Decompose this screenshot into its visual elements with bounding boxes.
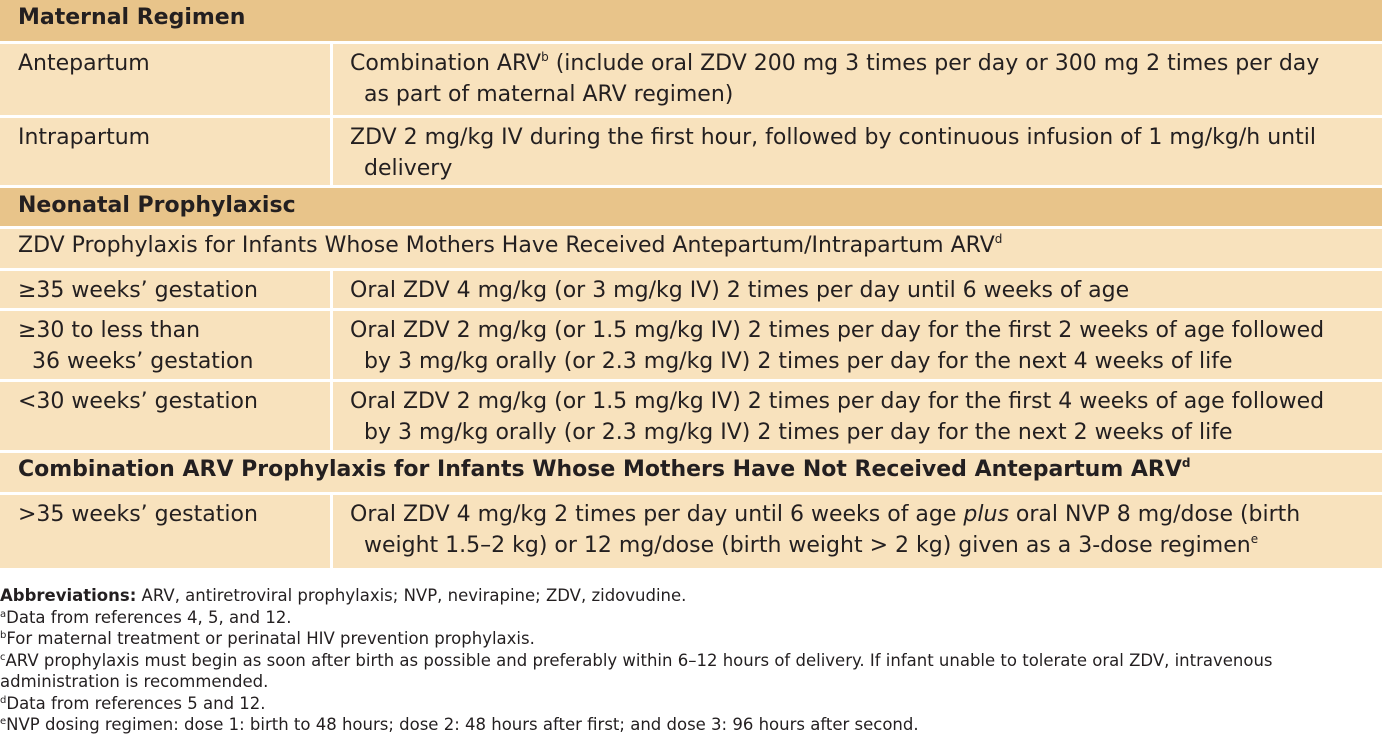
row-label: Antepartum xyxy=(0,44,333,115)
row-label: <30 weeks’ gestation xyxy=(0,382,333,450)
row-value: Oral ZDV 2 mg/kg (or 1.5 mg/kg IV) 2 times per day for the first 2 weeks of age followed by 3 mg/kg orally (or 2.3 mg/kg IV) 2 times per day for the next 4 weeks of life xyxy=(350,318,1325,374)
footnote-b: $^b$For maternal treatment or perinatal HIV prevention prophylaxis. xyxy=(0,629,535,648)
footnote-e: $^e$NVP dosing regimen: dose 1: birth to 48 hours; dose 2: 48 hours after first; and dose 3: 96 hours after second. xyxy=(0,715,919,734)
footnote-c: $^c$ARV prophylaxis must begin as soon after birth as possible and preferably within 6–12 hours of delivery. If infant unable to tolerate oral ZDV, intravenous administration is recommended. xyxy=(0,650,1273,691)
row-value: Oral ZDV 2 mg/kg (or 1.5 mg/kg IV) 2 times per day for the first 4 weeks of age followed by 3 mg/kg orally (or 2.3 mg/kg IV) 2 times per day for the next 2 weeks of life xyxy=(350,389,1325,445)
table-row xyxy=(0,308,1382,379)
table-row xyxy=(0,115,1382,185)
table-row xyxy=(0,379,1382,450)
row-label: Intrapartum xyxy=(0,118,333,185)
table-row xyxy=(0,492,1382,568)
row-label: ≥30 to less than 36 weeks’ gestation xyxy=(0,311,333,379)
row-value: Oral ZDV 4 mg/kg 2 times per day until 6 weeks of age plus oral NVP 8 mg/dose (birth weight 1.5–2 kg) or 12 mg/dose (birth weight > 2 kg) given as a 3-dose regimen$^e$ xyxy=(350,502,1301,558)
footnote-d: $^d$Data from references 5 and 12. xyxy=(0,693,266,713)
abbreviations-note: Abbreviations: ARV, antiretroviral prophylaxis; NVP, nevirapine; ZDV, zidovudine. xyxy=(0,586,687,605)
table-row xyxy=(0,268,1382,308)
row-label: ≥35 weeks’ gestation xyxy=(0,271,333,308)
neonatal-prophylaxis-header xyxy=(0,185,1382,226)
footnote-a: $^a$Data from references 4, 5, and 12. xyxy=(0,607,292,627)
section-title: Neonatal Prophylaxisc xyxy=(18,193,296,218)
maternal-regimen-header xyxy=(0,0,1382,41)
row-value: ZDV 2 mg/kg IV during the first hour, followed by continuous infusion of 1 mg/kg/h until delivery xyxy=(350,125,1316,181)
row-value: Oral ZDV 4 mg/kg (or 3 mg/kg IV) 2 times per day until 6 weeks of age xyxy=(350,278,1130,303)
row-label: >35 weeks’ gestation xyxy=(0,495,333,568)
row-value: Combination ARV$^b$ (include oral ZDV 200 mg 3 times per day or 300 mg 2 times per day as part of maternal ARV regimen) xyxy=(350,50,1320,107)
zdv-prophylaxis-subheader: ZDV Prophylaxis for Infants Whose Mothers Have Received Antepartum/Intrapartum ARV$^d$ xyxy=(0,226,1382,268)
combination-arv-subheader: Combination ARV Prophylaxis for Infants Whose Mothers Have Not Received Antepartum ARV$^d$ xyxy=(0,450,1382,492)
table-row xyxy=(0,41,1382,115)
footnotes xyxy=(0,585,1380,736)
section-title: Maternal Regimen xyxy=(18,5,246,30)
